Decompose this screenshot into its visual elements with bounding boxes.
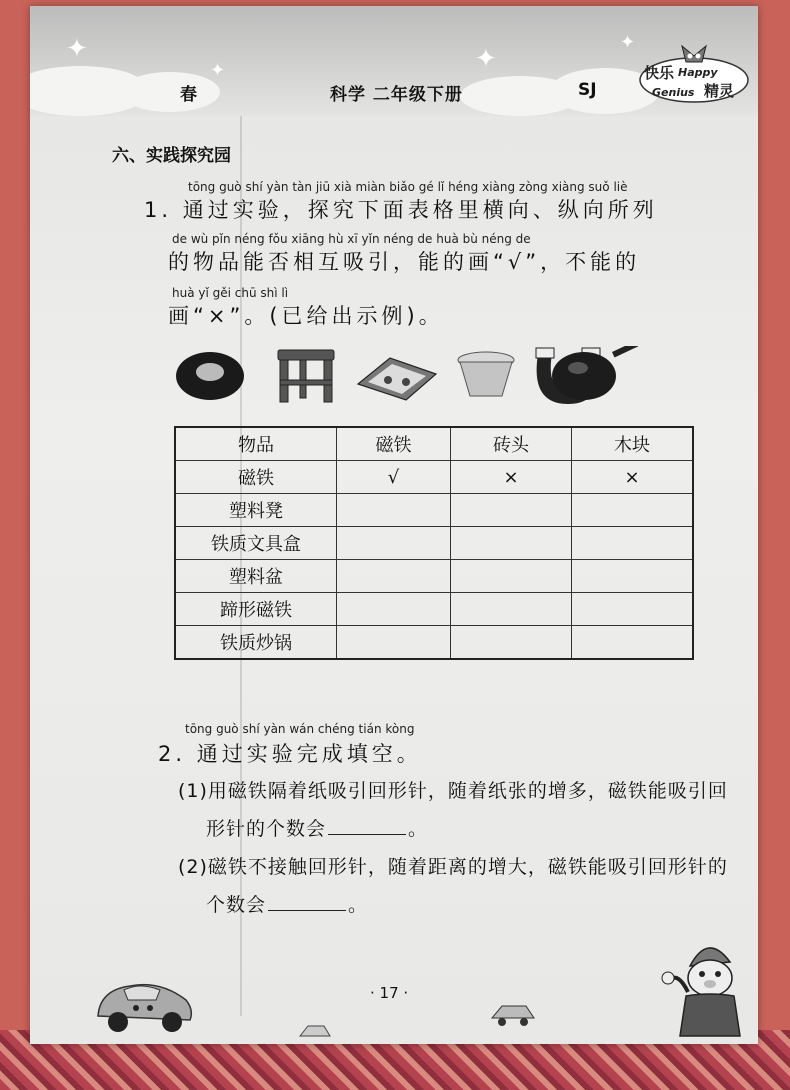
q2-sub1-line2-text: 形针的个数会 [206, 818, 327, 840]
answer-cell[interactable]: √ [337, 461, 451, 494]
page-number: · 17 · [370, 984, 409, 1002]
answer-cell[interactable] [572, 527, 694, 560]
q2-sub2-line2-end: 。 [348, 894, 369, 916]
q2-sub1-line1: (1)用磁铁隔着纸吸引回形针，随着纸张的增多，磁铁能吸引回 [178, 780, 728, 802]
iron-pencil-box-icon [358, 358, 436, 400]
answer-blank[interactable] [268, 890, 346, 911]
q1-text-line1: 1. 通过实验，探究下面表格里横向、纵向所列 [144, 198, 658, 222]
table-row [175, 527, 693, 560]
q2-sub1-line2 [206, 814, 428, 841]
answer-cell[interactable] [451, 593, 572, 626]
q1-pinyin-line1: tōng guò shí yàn tàn jiū xià miàn biǎo gé lǐ héng xiàng zòng xiàng suǒ liè [188, 180, 628, 194]
star-icon: ✦ [66, 34, 88, 64]
q1-pinyin-line3: huà yǐ gěi chū shì lì [172, 286, 289, 300]
table-row [175, 593, 693, 626]
table-item-cell: 磁铁 [175, 461, 337, 494]
plastic-basin-icon [458, 352, 514, 396]
table-row [175, 626, 693, 660]
answer-cell[interactable] [572, 626, 694, 660]
table-header-cell: 木块 [572, 427, 694, 461]
answer-cell[interactable] [337, 593, 451, 626]
logo-text-cn: 快乐 [644, 64, 675, 82]
answer-cell[interactable]: × [572, 461, 694, 494]
attraction-table [174, 426, 694, 660]
answer-cell[interactable] [451, 494, 572, 527]
cloud-decoration [120, 72, 220, 112]
table-item-cell: 蹄形磁铁 [175, 593, 337, 626]
star-icon: ✦ [475, 44, 497, 74]
answer-cell[interactable] [337, 527, 451, 560]
q2-sub2-line2-text: 个数会 [206, 894, 267, 916]
table-header-cell: 磁铁 [337, 427, 451, 461]
answer-cell[interactable] [337, 626, 451, 660]
workbook-page [30, 6, 758, 1044]
plastic-stool-icon [278, 350, 334, 402]
answer-cell[interactable] [451, 527, 572, 560]
q2-sub2-line1: (2)磁铁不接触回形针，随着距离的增大，磁铁能吸引回形针的 [178, 856, 728, 878]
answer-cell[interactable] [337, 494, 451, 527]
tire-icon [176, 352, 244, 400]
answer-cell[interactable]: × [451, 461, 572, 494]
logo-text-cn2: 精灵 [704, 82, 735, 100]
logo-text-en1: Happy [678, 66, 718, 79]
iron-wok-icon [550, 346, 640, 404]
answer-cell[interactable] [337, 560, 451, 593]
q2-title: 2. 通过实验完成填空。 [158, 742, 422, 766]
logo-text-en2: Genius [652, 86, 695, 99]
header-season: 春 [180, 85, 197, 105]
table-header-cell: 物品 [175, 427, 337, 461]
table-item-cell: 塑料凳 [175, 494, 337, 527]
q1-pinyin-line2: de wù pǐn néng fǒu xiāng hù xī yǐn néng de huà bù néng de [172, 232, 531, 246]
q1-text-line2: 的物品能否相互吸引，能的画“√”，不能的 [168, 250, 641, 274]
answer-cell[interactable] [451, 626, 572, 660]
table-row [175, 461, 693, 494]
table-header-cell: 砖头 [451, 427, 572, 461]
cartoon-car-icon [90, 966, 200, 1036]
section-title: 六、实践探究园 [112, 146, 231, 166]
star-icon: ✦ [210, 60, 226, 81]
q2-sub2-line2 [206, 890, 368, 917]
cartoon-dwarf-icon [660, 936, 756, 1044]
cartoon-small-car-icon [298, 1022, 332, 1042]
q1-text-line3: 画“×”。(已给出示例)。 [168, 304, 444, 328]
header-book-title: 科学 二年级下册 [330, 85, 463, 105]
table-header-row [175, 427, 693, 461]
star-icon: ✦ [620, 32, 636, 53]
answer-cell[interactable] [572, 494, 694, 527]
q2-sub1-line2-end: 。 [408, 818, 429, 840]
cartoon-small-car-icon [488, 998, 538, 1028]
header-edition: SJ [578, 80, 597, 100]
q2-pinyin: tōng guò shí yàn wán chéng tián kòng [185, 722, 415, 736]
table-item-cell: 铁质文具盒 [175, 527, 337, 560]
table-item-cell: 铁质炒锅 [175, 626, 337, 660]
happy-genius-logo [638, 42, 750, 104]
table-row [175, 494, 693, 527]
answer-cell[interactable] [572, 560, 694, 593]
answer-cell[interactable] [451, 560, 572, 593]
answer-blank[interactable] [328, 814, 406, 835]
table-row [175, 560, 693, 593]
answer-cell[interactable] [572, 593, 694, 626]
table-item-cell: 塑料盆 [175, 560, 337, 593]
